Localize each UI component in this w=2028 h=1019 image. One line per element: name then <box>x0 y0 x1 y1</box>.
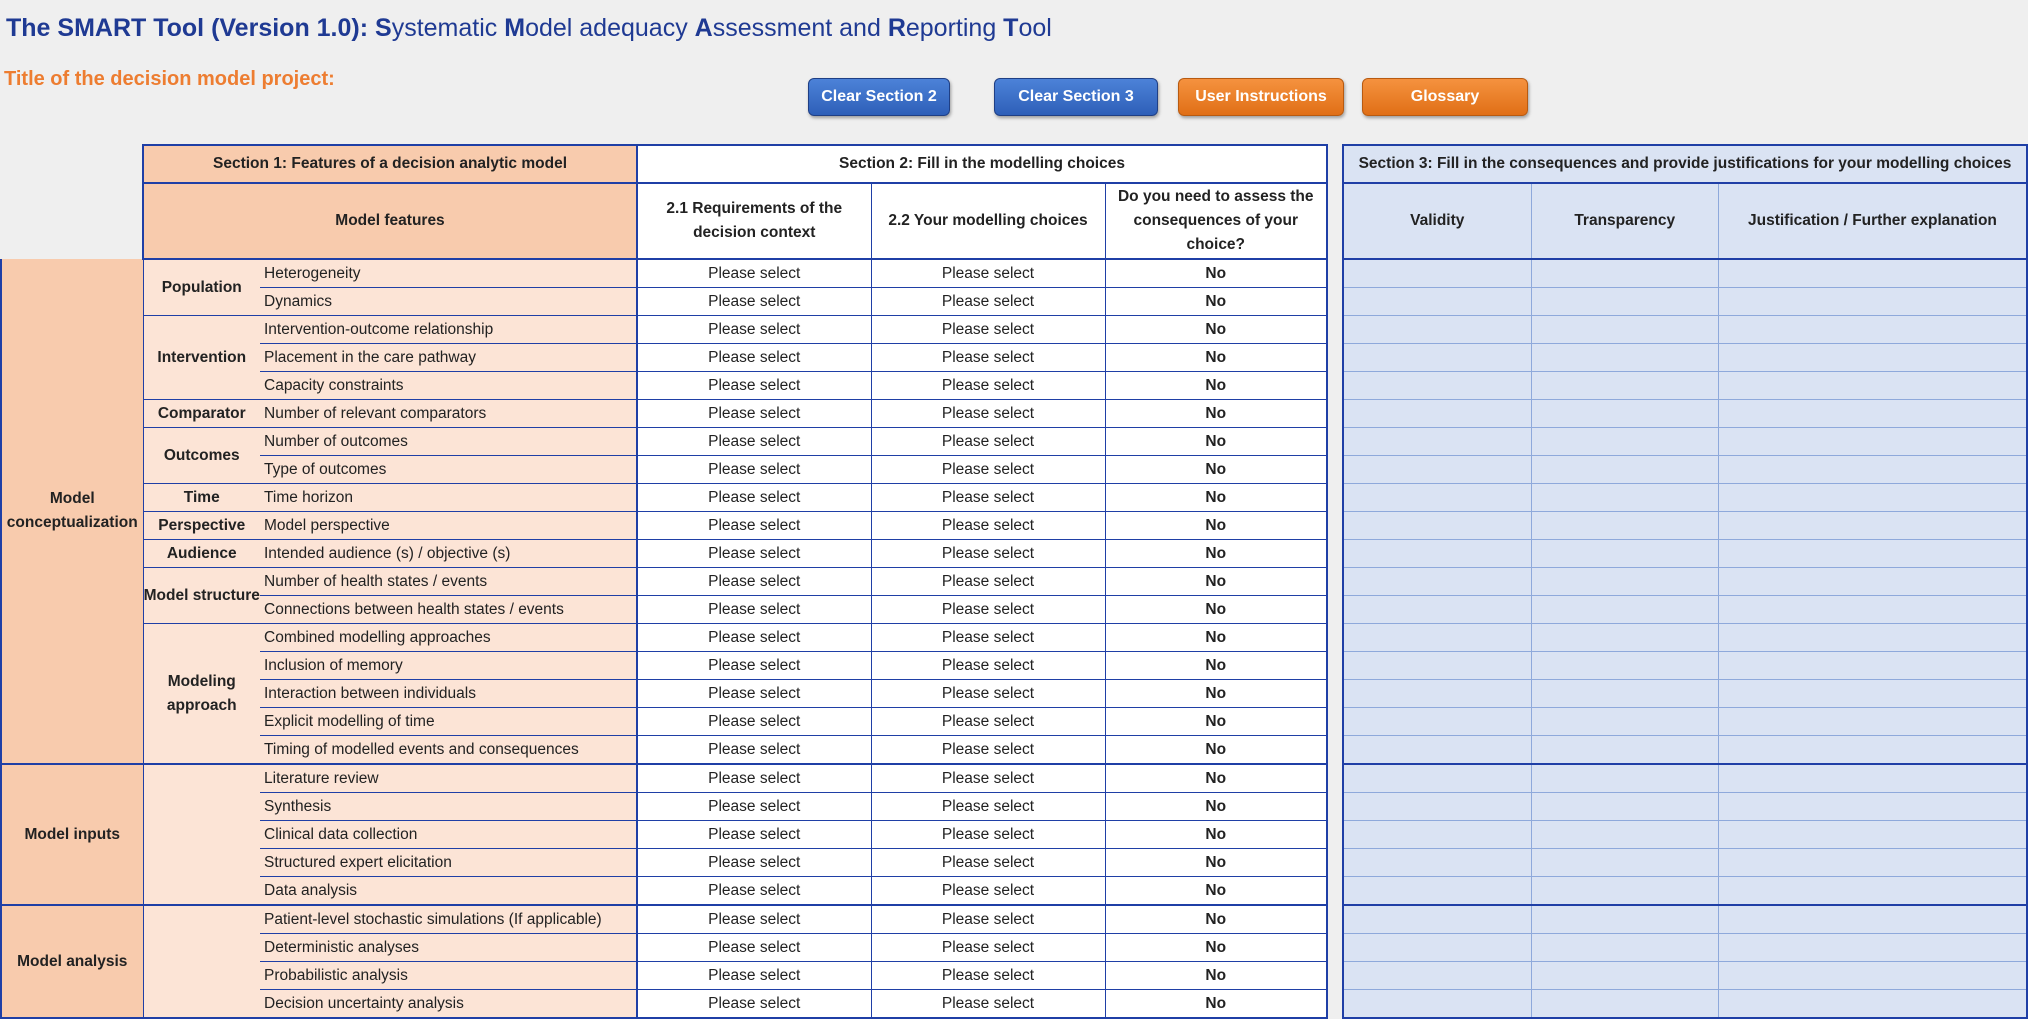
modelling-choice-select[interactable]: Please select <box>871 764 1105 793</box>
subcategory-approach: Modeling approach <box>143 624 260 765</box>
title-acronym: Systematic Model adequacy Assessment and Reporting Tool <box>375 14 1052 42</box>
section-3-header: Section 3: Fill in the consequences and provide justifications for your modelling choices <box>1343 145 2027 183</box>
validity-cell[interactable] <box>1343 849 1531 877</box>
validity-cell[interactable] <box>1343 568 1531 596</box>
requirements-column-header: 2.1 Requirements of the decision context <box>637 183 871 259</box>
justification-cell[interactable] <box>1718 456 2027 484</box>
transparency-cell[interactable] <box>1531 596 1718 624</box>
validity-cell[interactable] <box>1343 596 1531 624</box>
transparency-cell[interactable] <box>1531 400 1718 428</box>
transparency-cell[interactable] <box>1531 934 1718 962</box>
transparency-cell[interactable] <box>1531 568 1718 596</box>
table-row <box>1 905 1327 934</box>
category-analysis: Model analysis <box>1 905 143 1018</box>
validity-cell[interactable] <box>1343 680 1531 708</box>
glossary-button[interactable]: Glossary <box>1362 78 1528 116</box>
feature-label: Capacity constraints <box>260 372 637 400</box>
user-instructions-button[interactable]: User Instructions <box>1178 78 1344 116</box>
feature-label: Interaction between individuals <box>260 680 637 708</box>
category-inputs: Model inputs <box>1 764 143 905</box>
justification-cell[interactable] <box>1718 905 2027 934</box>
assess-consequences-value: No <box>1105 316 1327 344</box>
transparency-cell[interactable] <box>1531 849 1718 877</box>
table-row <box>1343 821 2027 849</box>
justification-cell[interactable] <box>1718 680 2027 708</box>
justification-table <box>1342 144 2028 1019</box>
justification-cell[interactable] <box>1718 596 2027 624</box>
section-1-header: Section 1: Features of a decision analytic model <box>143 145 637 183</box>
requirement-select[interactable]: Please select <box>637 736 871 765</box>
table-row <box>1343 990 2027 1019</box>
transparency-cell[interactable] <box>1531 990 1718 1019</box>
subcategory-audience: Audience <box>143 540 260 568</box>
modelling-choice-select[interactable]: Please select <box>871 962 1105 990</box>
validity-cell[interactable] <box>1343 484 1531 512</box>
requirement-select[interactable]: Please select <box>637 708 871 736</box>
assess-consequences-value: No <box>1105 624 1327 652</box>
feature-label: Timing of modelled events and consequences <box>260 736 637 765</box>
assess-consequences-value: No <box>1105 764 1327 793</box>
assess-consequences-value: No <box>1105 288 1327 316</box>
table-row <box>1 568 1327 596</box>
assess-consequences-value: No <box>1105 484 1327 512</box>
assess-consequences-value: No <box>1105 821 1327 849</box>
subcategory-population: Population <box>143 259 260 316</box>
modelling-choice-select[interactable]: Please select <box>871 316 1105 344</box>
subcategory-blank <box>143 905 260 1018</box>
feature-label: Type of outcomes <box>260 456 637 484</box>
feature-label: Deterministic analyses <box>260 934 637 962</box>
feature-label: Time horizon <box>260 484 637 512</box>
feature-label: Number of outcomes <box>260 428 637 456</box>
requirement-select[interactable]: Please select <box>637 512 871 540</box>
validity-cell[interactable] <box>1343 905 1531 934</box>
modelling-choice-select[interactable]: Please select <box>871 344 1105 372</box>
validity-cell[interactable] <box>1343 428 1531 456</box>
justification-cell[interactable] <box>1718 934 2027 962</box>
transparency-cell[interactable] <box>1531 428 1718 456</box>
assess-consequences-value: No <box>1105 512 1327 540</box>
justification-cell[interactable] <box>1718 259 2027 288</box>
feature-label: Inclusion of memory <box>260 652 637 680</box>
transparency-cell[interactable] <box>1531 540 1718 568</box>
table-row <box>1 259 1327 288</box>
assess-consequences-value: No <box>1105 344 1327 372</box>
assess-consequences-value: No <box>1105 849 1327 877</box>
justification-cell[interactable] <box>1718 793 2027 821</box>
feature-label: Structured expert elicitation <box>260 849 637 877</box>
transparency-cell[interactable] <box>1531 316 1718 344</box>
transparency-cell[interactable] <box>1531 877 1718 906</box>
transparency-cell[interactable] <box>1531 793 1718 821</box>
validity-cell[interactable] <box>1343 344 1531 372</box>
justification-cell[interactable] <box>1718 821 2027 849</box>
requirement-select[interactable]: Please select <box>637 484 871 512</box>
table-row <box>1343 316 2027 344</box>
transparency-cell[interactable] <box>1531 624 1718 652</box>
table-row <box>1 512 1327 540</box>
validity-cell[interactable] <box>1343 821 1531 849</box>
requirement-select[interactable]: Please select <box>637 990 871 1019</box>
validity-cell[interactable] <box>1343 764 1531 793</box>
assess-consequences-value: No <box>1105 877 1327 906</box>
clear-section-3-button[interactable]: Clear Section 3 <box>994 78 1158 116</box>
assess-consequences-value: No <box>1105 962 1327 990</box>
validity-cell[interactable] <box>1343 793 1531 821</box>
transparency-cell[interactable] <box>1531 288 1718 316</box>
assess-column-header: Do you need to assess the consequences of your choice? <box>1105 183 1327 259</box>
modelling-choice-select[interactable]: Please select <box>871 821 1105 849</box>
validity-cell[interactable] <box>1343 962 1531 990</box>
requirement-select[interactable]: Please select <box>637 624 871 652</box>
feature-label: Probabilistic analysis <box>260 962 637 990</box>
title-version: The SMART Tool (Version 1.0): <box>6 14 369 42</box>
justification-cell[interactable] <box>1718 372 2027 400</box>
requirement-select[interactable]: Please select <box>637 905 871 934</box>
justification-cell[interactable] <box>1718 962 2027 990</box>
requirement-select[interactable]: Please select <box>637 934 871 962</box>
assess-consequences-value: No <box>1105 596 1327 624</box>
transparency-cell[interactable] <box>1531 652 1718 680</box>
modelling-choice-select[interactable]: Please select <box>871 540 1105 568</box>
table-row <box>1343 934 2027 962</box>
validity-cell[interactable] <box>1343 512 1531 540</box>
feature-label: Number of relevant comparators <box>260 400 637 428</box>
table-row <box>1343 596 2027 624</box>
requirement-select[interactable]: Please select <box>637 259 871 288</box>
justification-cell[interactable] <box>1718 288 2027 316</box>
table-row <box>1343 344 2027 372</box>
transparency-cell[interactable] <box>1531 962 1718 990</box>
justification-cell[interactable] <box>1718 512 2027 540</box>
app-title <box>6 14 1052 43</box>
justification-cell[interactable] <box>1718 736 2027 765</box>
assess-consequences-value: No <box>1105 934 1327 962</box>
transparency-cell[interactable] <box>1531 372 1718 400</box>
table-row <box>1 484 1327 512</box>
modelling-choice-select[interactable]: Please select <box>871 680 1105 708</box>
validity-cell[interactable] <box>1343 400 1531 428</box>
transparency-cell[interactable] <box>1531 259 1718 288</box>
modelling-choice-select[interactable]: Please select <box>871 259 1105 288</box>
transparency-cell[interactable] <box>1531 512 1718 540</box>
validity-cell[interactable] <box>1343 288 1531 316</box>
subcategory-comparator: Comparator <box>143 400 260 428</box>
requirement-select[interactable]: Please select <box>637 849 871 877</box>
subcategory-outcomes: Outcomes <box>143 428 260 484</box>
feature-label: Data analysis <box>260 877 637 906</box>
table-row <box>1343 259 2027 288</box>
table-row <box>1 764 1327 793</box>
justification-cell[interactable] <box>1718 764 2027 793</box>
modelling-choice-select[interactable]: Please select <box>871 652 1105 680</box>
justification-column-header: Justification / Further explanation <box>1718 183 2027 259</box>
modelling-choice-select[interactable]: Please select <box>871 512 1105 540</box>
table-row <box>1343 877 2027 906</box>
table-row <box>1343 962 2027 990</box>
justification-cell[interactable] <box>1718 849 2027 877</box>
feature-label: Number of health states / events <box>260 568 637 596</box>
transparency-cell[interactable] <box>1531 821 1718 849</box>
table-row <box>1343 568 2027 596</box>
assess-consequences-value: No <box>1105 400 1327 428</box>
requirement-select[interactable]: Please select <box>637 596 871 624</box>
validity-cell[interactable] <box>1343 877 1531 906</box>
table-row <box>1343 736 2027 765</box>
feature-label: Placement in the care pathway <box>260 344 637 372</box>
table-row <box>1343 680 2027 708</box>
subcategory-time: Time <box>143 484 260 512</box>
table-row <box>1343 456 2027 484</box>
feature-label: Connections between health states / events <box>260 596 637 624</box>
subcategory-perspective: Perspective <box>143 512 260 540</box>
feature-label: Literature review <box>260 764 637 793</box>
justification-cell[interactable] <box>1718 568 2027 596</box>
table-row <box>1 400 1327 428</box>
feature-label: Intervention-outcome relationship <box>260 316 637 344</box>
validity-cell[interactable] <box>1343 990 1531 1019</box>
justification-cell[interactable] <box>1718 484 2027 512</box>
table-row <box>1343 288 2027 316</box>
justification-cell[interactable] <box>1718 990 2027 1019</box>
requirement-select[interactable]: Please select <box>637 962 871 990</box>
feature-label: Combined modelling approaches <box>260 624 637 652</box>
transparency-cell[interactable] <box>1531 344 1718 372</box>
assess-consequences-value: No <box>1105 793 1327 821</box>
modelling-choice-select[interactable]: Please select <box>871 372 1105 400</box>
requirement-select[interactable]: Please select <box>637 372 871 400</box>
feature-label: Intended audience (s) / objective (s) <box>260 540 637 568</box>
modelling-choice-select[interactable]: Please select <box>871 568 1105 596</box>
model-features-header: Model features <box>143 183 637 259</box>
justification-cell[interactable] <box>1718 428 2027 456</box>
requirement-select[interactable]: Please select <box>637 821 871 849</box>
transparency-cell[interactable] <box>1531 905 1718 934</box>
justification-cell[interactable] <box>1718 877 2027 906</box>
validity-cell[interactable] <box>1343 259 1531 288</box>
requirement-select[interactable]: Please select <box>637 400 871 428</box>
corner-blank <box>1 145 143 183</box>
feature-label: Dynamics <box>260 288 637 316</box>
subcategory-intervention: Intervention <box>143 316 260 400</box>
requirement-select[interactable]: Please select <box>637 680 871 708</box>
assess-consequences-value: No <box>1105 990 1327 1019</box>
modelling-choice-select[interactable]: Please select <box>871 849 1105 877</box>
subcategory-blank <box>143 764 260 905</box>
justification-cell[interactable] <box>1718 400 2027 428</box>
justification-cell[interactable] <box>1718 344 2027 372</box>
subcategory-structure: Model structure <box>143 568 260 624</box>
modelling-choice-select[interactable]: Please select <box>871 428 1105 456</box>
assess-consequences-value: No <box>1105 652 1327 680</box>
requirement-select[interactable]: Please select <box>637 456 871 484</box>
feature-label: Clinical data collection <box>260 821 637 849</box>
modelling-choice-select[interactable]: Please select <box>871 793 1105 821</box>
table-row <box>1343 428 2027 456</box>
assess-consequences-value: No <box>1105 680 1327 708</box>
justification-cell[interactable] <box>1718 540 2027 568</box>
validity-cell[interactable] <box>1343 624 1531 652</box>
validity-cell[interactable] <box>1343 708 1531 736</box>
assess-consequences-value: No <box>1105 540 1327 568</box>
table-row <box>1343 905 2027 934</box>
assess-consequences-value: No <box>1105 736 1327 765</box>
feature-label: Decision uncertainty analysis <box>260 990 637 1019</box>
assess-consequences-value: No <box>1105 428 1327 456</box>
feature-label: Synthesis <box>260 793 637 821</box>
validity-cell[interactable] <box>1343 540 1531 568</box>
table-row <box>1343 849 2027 877</box>
modelling-choice-select[interactable]: Please select <box>871 708 1105 736</box>
table-row <box>1 624 1327 652</box>
modelling-choice-select[interactable]: Please select <box>871 484 1105 512</box>
category-conceptualization: Model conceptualization <box>1 259 143 764</box>
transparency-cell[interactable] <box>1531 456 1718 484</box>
validity-cell[interactable] <box>1343 934 1531 962</box>
modelling-choice-select[interactable]: Please select <box>871 934 1105 962</box>
modelling-choice-select[interactable]: Please select <box>871 877 1105 906</box>
validity-cell[interactable] <box>1343 456 1531 484</box>
assess-consequences-value: No <box>1105 568 1327 596</box>
transparency-column-header: Transparency <box>1531 183 1718 259</box>
table-row <box>1343 512 2027 540</box>
table-row <box>1343 624 2027 652</box>
justification-cell[interactable] <box>1718 316 2027 344</box>
requirement-select[interactable]: Please select <box>637 793 871 821</box>
project-title-label: Title of the decision model project: <box>4 68 335 90</box>
transparency-cell[interactable] <box>1531 484 1718 512</box>
modelling-choice-select[interactable]: Please select <box>871 596 1105 624</box>
section-2-header: Section 2: Fill in the modelling choices <box>637 145 1327 183</box>
assess-consequences-value: No <box>1105 259 1327 288</box>
requirement-select[interactable]: Please select <box>637 877 871 906</box>
modelling-choice-select[interactable]: Please select <box>871 400 1105 428</box>
requirement-select[interactable]: Please select <box>637 764 871 793</box>
feature-label: Model perspective <box>260 512 637 540</box>
feature-label: Patient-level stochastic simulations (If applicable) <box>260 905 637 934</box>
transparency-cell[interactable] <box>1531 708 1718 736</box>
transparency-cell[interactable] <box>1531 680 1718 708</box>
requirement-select[interactable]: Please select <box>637 540 871 568</box>
modelling-choice-select[interactable]: Please select <box>871 990 1105 1019</box>
transparency-cell[interactable] <box>1531 736 1718 765</box>
clear-section-2-button[interactable]: Clear Section 2 <box>808 78 950 116</box>
feature-label: Heterogeneity <box>260 259 637 288</box>
modelling-choice-select[interactable]: Please select <box>871 736 1105 765</box>
justification-cell[interactable] <box>1718 708 2027 736</box>
table-row <box>1343 400 2027 428</box>
requirement-select[interactable]: Please select <box>637 568 871 596</box>
validity-cell[interactable] <box>1343 316 1531 344</box>
assess-consequences-value: No <box>1105 456 1327 484</box>
table-row <box>1 316 1327 344</box>
table-row <box>1343 540 2027 568</box>
modelling-choice-select[interactable]: Please select <box>871 288 1105 316</box>
table-row <box>1 540 1327 568</box>
modelling-choice-select[interactable]: Please select <box>871 456 1105 484</box>
table-row <box>1343 708 2027 736</box>
requirement-select[interactable]: Please select <box>637 288 871 316</box>
transparency-cell[interactable] <box>1531 764 1718 793</box>
table-row <box>1343 372 2027 400</box>
modelling-choices-column-header: 2.2 Your modelling choices <box>871 183 1105 259</box>
table-row <box>1343 652 2027 680</box>
validity-cell[interactable] <box>1343 736 1531 765</box>
corner-blank <box>1 183 143 259</box>
assess-consequences-value: No <box>1105 708 1327 736</box>
requirement-select[interactable]: Please select <box>637 344 871 372</box>
requirement-select[interactable]: Please select <box>637 316 871 344</box>
requirement-select[interactable]: Please select <box>637 652 871 680</box>
assess-consequences-value: No <box>1105 905 1327 934</box>
feature-label: Explicit modelling of time <box>260 708 637 736</box>
table-row <box>1343 764 2027 793</box>
validity-column-header: Validity <box>1343 183 1531 259</box>
assess-consequences-value: No <box>1105 372 1327 400</box>
modelling-choice-select[interactable]: Please select <box>871 624 1105 652</box>
modelling-choice-select[interactable]: Please select <box>871 905 1105 934</box>
validity-cell[interactable] <box>1343 372 1531 400</box>
model-features-table <box>0 144 1328 1019</box>
justification-cell[interactable] <box>1718 624 2027 652</box>
table-row <box>1343 793 2027 821</box>
table-row <box>1343 484 2027 512</box>
justification-cell[interactable] <box>1718 652 2027 680</box>
table-row <box>1 428 1327 456</box>
requirement-select[interactable]: Please select <box>637 428 871 456</box>
validity-cell[interactable] <box>1343 652 1531 680</box>
